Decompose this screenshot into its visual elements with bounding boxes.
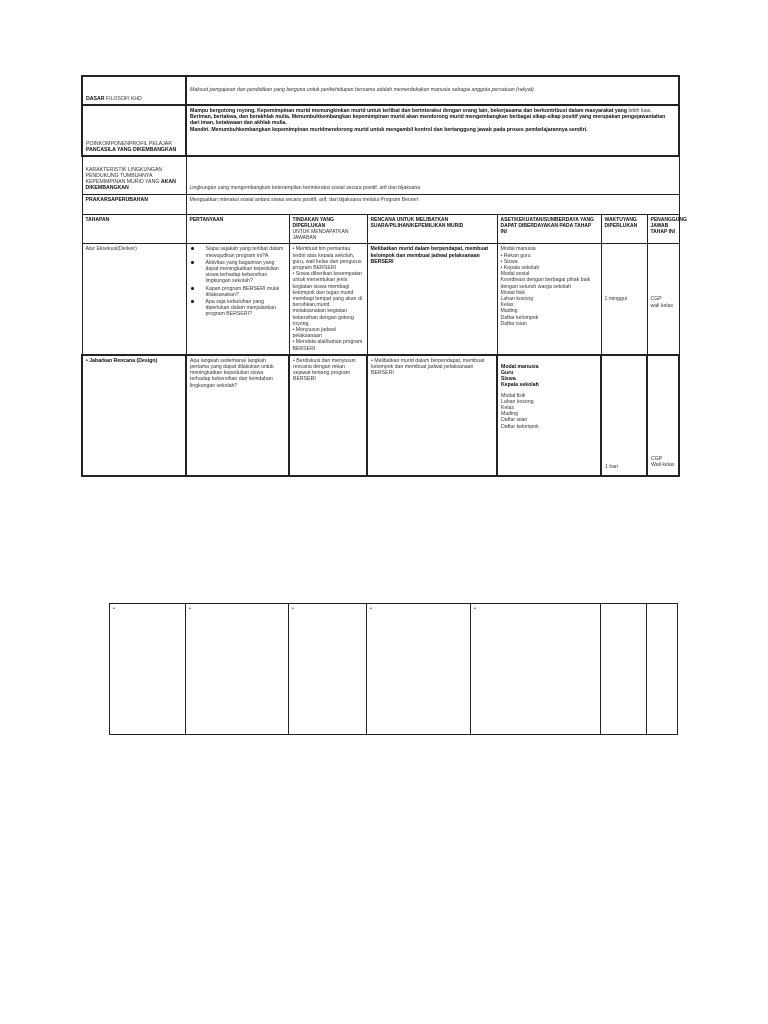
continuation-table <box>109 603 678 735</box>
profil-item-rest: lebih luas. <box>628 108 652 114</box>
profil-item-bold: Beriman, bertakwa, dan berakhlak mulia. Menumbuhkembangkan kepemimpinan murid akan mendorong murid mengembangkan berbagai sikap-sikap positif yang merupakan pengejawantahan dari iman, ketakwaan dan akhlak mulia. <box>190 114 666 127</box>
asset-item: • Rekan guru <box>500 252 531 259</box>
empty-cell <box>647 604 678 735</box>
bullet-cell: • <box>289 604 367 735</box>
responsible-item: CGP <box>650 296 662 303</box>
stage-pertanyaan <box>186 244 289 355</box>
row-profil <box>82 105 679 156</box>
label-karakteristik <box>82 156 186 194</box>
label-bold: DIKEMBANGKAN <box>85 185 129 192</box>
stage-tindakan <box>289 244 367 355</box>
asset-item: Modal manusia <box>500 246 536 253</box>
value-profil <box>186 105 679 156</box>
asset-item: Kelas <box>500 302 514 309</box>
value-karakteristik: Lingkungan yang mengembangkan keterampilan berinteraksi sosial secara positif, arif dan bijaksana <box>186 156 679 194</box>
action-item: • Membuat tim pemantau terdiri atas kepala sekolah, guru, wali kelas dan pengurus program BERSERI <box>292 246 362 271</box>
label-bold: PANCASILA YANG DIKEMBANGKAN <box>86 146 177 153</box>
stage-aset <box>497 355 601 476</box>
label-bold: AKAN <box>160 179 176 186</box>
asset-item: Daftar isian <box>500 320 527 327</box>
stage-rencana: • Melibatkan murid dalam berpendapat, membuat kelompok dan membuat jadwal pelaksanaan BERSERI <box>367 355 497 476</box>
stage-penanggung <box>647 244 679 355</box>
stage-rencana: Melibatkan murid dalam berpendapat, membuat kelompok dan membuat jadwal pelaksanaan BERSERI <box>367 244 497 355</box>
stage-tindakan <box>289 355 367 476</box>
bullet-cell: • <box>186 604 289 735</box>
label-rest: FILOSOFI KHD <box>104 95 142 102</box>
value-prakarsa: Menguatkan interaksi sosial antara siswa secara positif, arif, dan bijaksana melalui Program Berseri <box>186 194 679 214</box>
header-tahapan: TAHAPAN <box>82 214 186 244</box>
label-top: POINKOMPONENPROFIL PELAJAR <box>86 140 172 147</box>
stage-pertanyaan: Apa langkah sederhana/ langkah pertama yang dapat dilakukan untuk meningkatkan kepedulian siswa terhadap kebersihan dan keindahan lingkungan sekolah? <box>186 355 289 476</box>
profil-item <box>190 127 675 133</box>
row-prakarsa <box>82 194 679 214</box>
label-dasar <box>82 76 186 105</box>
header-aset: ASET/KEKUATAN/SUMBERDAYA YANG DAPAT DIBERDAYAKAN PADA TAHAP INI <box>497 214 601 244</box>
header-pertanyaan: PERTANYAAN <box>186 214 289 244</box>
header-rencana: RENCANA UNTUK MELIBATKAN SUARA/PILIHAN/KEPEMILIKAN MURID <box>367 214 497 244</box>
asset-item: Lahan kosong <box>501 398 534 405</box>
header-penanggung: PENANGGUNG JAWAB TAHAP INI <box>647 214 679 244</box>
asset-item: Mading <box>500 308 518 315</box>
profil-item-bold: Mampu bergotong royong. Kepemimpinan murid memungkinkan murid untuk terlibat dan berinteraksi dengan orang lain, bekerjasama dan berkontribusi dalam masyarakat yang <box>190 108 627 114</box>
stage-waktu: 1 minggui <box>601 244 647 355</box>
asset-item: Modal fisik <box>501 392 526 399</box>
header-waktu: WAKTUYANG DIPERLUKAN <box>601 214 647 244</box>
question-item: Apa saja kebutuhan yang diperlukan dalam menjalankan program BERSERI? <box>206 299 286 318</box>
value-dasar: Maksud pengajaran dan pendidikan yang berguna untuk perikehidupan bersama adalah memerdekakan manusia sebagai anggota persatuan (rakyat). <box>186 76 679 105</box>
action-item: • Berdiskusi dan menyusun rencana dengan rekan sejawat tentang program BERSERI <box>293 357 356 383</box>
stage-tahapan: • Jabarkan Rencana (Design) <box>82 355 186 476</box>
asset-item: Modal sosial <box>500 271 530 278</box>
label-profil <box>82 105 186 156</box>
row-karakteristik <box>82 156 679 194</box>
asset-item: Modal fisik <box>500 289 526 296</box>
asset-item: Daftar isian <box>501 417 528 424</box>
bullet-cell: • <box>367 604 471 735</box>
asset-item: • Kepala sekolah <box>500 264 540 271</box>
question-item: Aktivitas yang bagaiman yang dapat meningkatkan kepedulian siswa terhadap kebersihan lingkungan sekolah? <box>206 260 286 285</box>
header-bold: TINDAKAN YANG DIPERLUKAN <box>292 216 334 229</box>
asset-item: Kelas <box>501 404 514 411</box>
question-item: Kapan program BERSERI mulai dilaksanakan? <box>206 286 286 298</box>
bullet-cell: • <box>471 604 601 735</box>
action-item: • Menyusun jadwal pelaksanaan <box>292 326 336 340</box>
asset-item: Siswa <box>501 376 516 383</box>
label-bold: DASAR <box>86 95 105 102</box>
label-top: KARAKTERISTIK LINGKUNGAN PENDUKUNG TUMBUHNYA KEPEMIMPINAN MURID YANG <box>85 166 163 186</box>
stage-aset <box>497 244 601 355</box>
stage-penanggung <box>647 355 679 476</box>
responsible-item: CGP <box>651 455 663 462</box>
stage-row <box>82 355 679 476</box>
stage-row <box>82 244 679 355</box>
asset-item: Kepala sekolah <box>501 382 539 389</box>
asset-item: Koordinasi dengan berbagai pihak baik dengan seluruh warga sekolah <box>500 277 591 290</box>
responsible-item: Wali kelas <box>651 461 675 468</box>
asset-item: Daftar kelompok <box>500 314 539 321</box>
asset-item: Mading <box>501 411 519 418</box>
label-prakarsa: PRAKARSAPERUBAHAN <box>82 194 186 214</box>
header-rest: UNTUK MENDAPATKAN JAWABAN <box>292 228 349 242</box>
asset-item: • Siswa <box>500 258 518 265</box>
row-dasar <box>82 76 679 105</box>
action-item: • Siswa diberikan kesempatan untuk menentukan jenis kegiatan siswa membagi kelompok dan tugas murid membagi tempat yang akan di bersihkan,murid melaksanakan kegiatan kebersihan dengan gotong royong. <box>292 271 362 327</box>
action-item: • Mendata alat/bahan program BERSERI <box>292 339 363 352</box>
leadership-plan-table <box>81 75 687 477</box>
header-row <box>82 214 679 244</box>
profil-item-bold: Mandiri. Menumbuhkembangkan kepemimpinan muridmendorong murid untuk mengambil kontrol dan bertanggung jawab pada proses pembelajarannya sendiri. <box>190 126 588 133</box>
profil-item <box>190 114 675 126</box>
responsible-item: wali kelas <box>650 302 673 309</box>
empty-row <box>110 604 678 735</box>
stage-tahapan: Atur Eksekusi(Deliver) <box>82 244 186 355</box>
header-tindakan <box>289 214 367 244</box>
empty-cell <box>601 604 647 735</box>
asset-item: Daftar kelompok <box>501 423 539 430</box>
question-item: Siapa sajakah yang terlibat dalam mewujudkan program ini?A <box>206 246 286 258</box>
asset-item: Guru <box>501 369 514 376</box>
asset-item: Lahan kosong <box>500 295 534 302</box>
bullet-cell: • <box>110 604 186 735</box>
stage-waktu: 1 hari <box>601 355 647 476</box>
asset-item: Modal manusia <box>501 363 539 370</box>
